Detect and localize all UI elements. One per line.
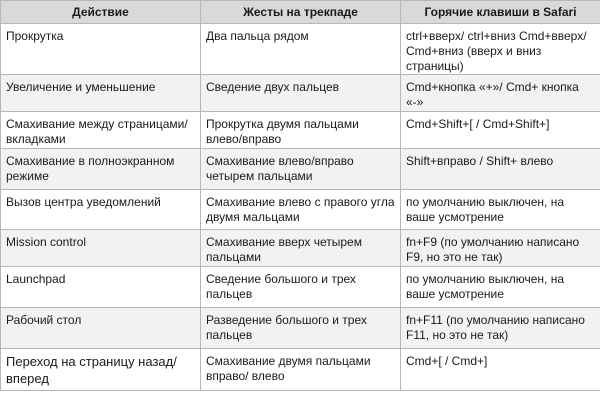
gesture-cell: Сведение двух пальцев <box>201 75 401 112</box>
table-row <box>1 267 600 308</box>
action-cell: Смахивание между страницами/ вкладками <box>1 112 201 149</box>
action-cell: Launchpad <box>1 267 201 308</box>
table-row <box>1 149 600 190</box>
action-cell: Вызов центра уведомлений <box>1 190 201 230</box>
shortcut-cell: Cmd+Shift+[ / Cmd+Shift+] <box>401 112 600 149</box>
action-cell: Прокрутка <box>1 24 201 75</box>
table-row <box>1 190 600 230</box>
gesture-cell: Прокрутка двумя пальцами влево/вправо <box>201 112 401 149</box>
header-trackpad-gestures: Жесты на трекпаде <box>201 1 401 24</box>
action-cell: Рабочий стол <box>1 308 201 349</box>
shortcut-cell: Cmd+[ / Cmd+] <box>401 349 600 391</box>
table-row <box>1 349 600 391</box>
gesture-cell: Смахивание влево с правого угла двумя мальцами <box>201 190 401 230</box>
shortcut-cell: по умолчанию выключен, на ваше усмотрение <box>401 267 600 308</box>
table-row <box>1 308 600 349</box>
table-row <box>1 230 600 267</box>
gesture-cell: Разведение большого и трех пальцев <box>201 308 401 349</box>
shortcut-cell: ctrl+вверх/ ctrl+вниз Cmd+вверх/ Cmd+вниз (вверх и вниз страницы) <box>401 24 600 75</box>
shortcut-cell: fn+F11 (по умолчанию написано F11, но это не так) <box>401 308 600 349</box>
table-row <box>1 112 600 149</box>
action-cell: Смахивание в полноэкранном режиме <box>1 149 201 190</box>
gesture-cell: Два пальца рядом <box>201 24 401 75</box>
header-safari-shortcuts: Горячие клавиши в Safari <box>401 1 600 24</box>
action-cell: Mission control <box>1 230 201 267</box>
gesture-cell: Смахивание влево/вправо четырем пальцами <box>201 149 401 190</box>
action-cell: Переход на страницу назад/ вперед <box>1 349 201 391</box>
table-row <box>1 24 600 75</box>
header-action: Действие <box>1 1 201 24</box>
gesture-cell: Смахивание двумя пальцами вправо/ влево <box>201 349 401 391</box>
shortcut-cell: Shift+вправо / Shift+ влево <box>401 149 600 190</box>
table-row <box>1 75 600 112</box>
shortcut-cell: по умолчанию выключен, на ваше усмотрение <box>401 190 600 230</box>
gesture-cell: Смахивание вверх четырем пальцами <box>201 230 401 267</box>
gesture-cell: Сведение большого и трех пальцев <box>201 267 401 308</box>
action-cell: Увеличение и уменьшение <box>1 75 201 112</box>
shortcut-cell: fn+F9 (по умолчанию написано F9, но это не так) <box>401 230 600 267</box>
shortcut-cell: Cmd+кнопка «+»/ Cmd+ кнопка «-» <box>401 75 600 112</box>
header-row <box>1 1 600 24</box>
